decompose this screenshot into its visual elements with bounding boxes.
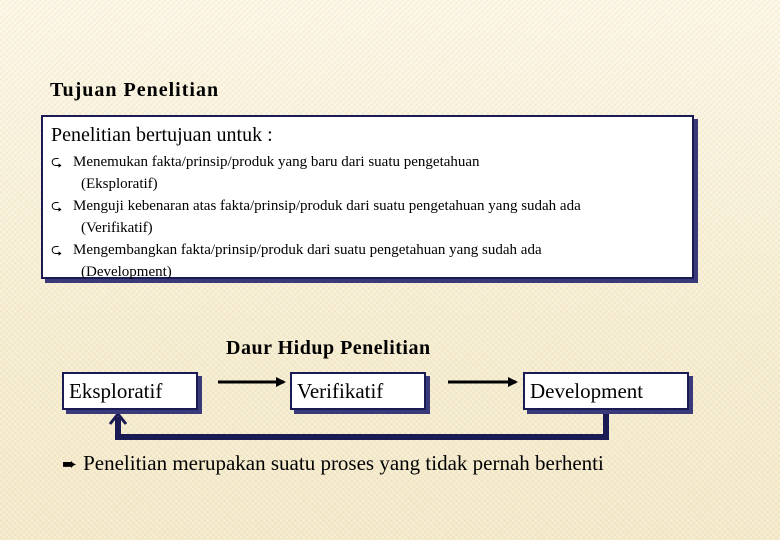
panel-heading: Penelitian bertujuan untuk : (51, 124, 273, 146)
item-category: (Verifikatif) (81, 220, 153, 236)
item-text: Mengembangkan fakta/prinsip/produk dari suatu pengetahuan yang sudah ada (73, 242, 542, 258)
conclusion-text: Penelitian merupakan suatu proses yang tidak pernah berhenti (83, 451, 604, 475)
curved-arrow-icon: ⮎ (51, 154, 63, 170)
right-arrow-icon: ➨ (62, 454, 78, 475)
cycle-title: Daur Hidup Penelitian (226, 337, 431, 359)
item-category: (Development) (81, 264, 172, 280)
item-category: (Eksploratif) (81, 176, 158, 192)
item-text: Menemukan fakta/prinsip/produk yang baru dari suatu pengetahuan (73, 154, 480, 170)
conclusion (62, 451, 604, 476)
stage-eksploratif: Eksploratif (62, 372, 198, 410)
stage-verifikatif: Verifikatif (290, 372, 426, 410)
feedback-loop-line (118, 411, 606, 437)
page-title: Tujuan Penelitian (50, 79, 220, 101)
item-text: Menguji kebenaran atas fakta/prinsip/produk dari suatu pengetahuan yang sudah ada (73, 198, 581, 214)
curved-arrow-icon: ⮎ (51, 242, 63, 258)
stage-development: Development (523, 372, 689, 410)
curved-arrow-icon: ⮎ (51, 198, 63, 214)
